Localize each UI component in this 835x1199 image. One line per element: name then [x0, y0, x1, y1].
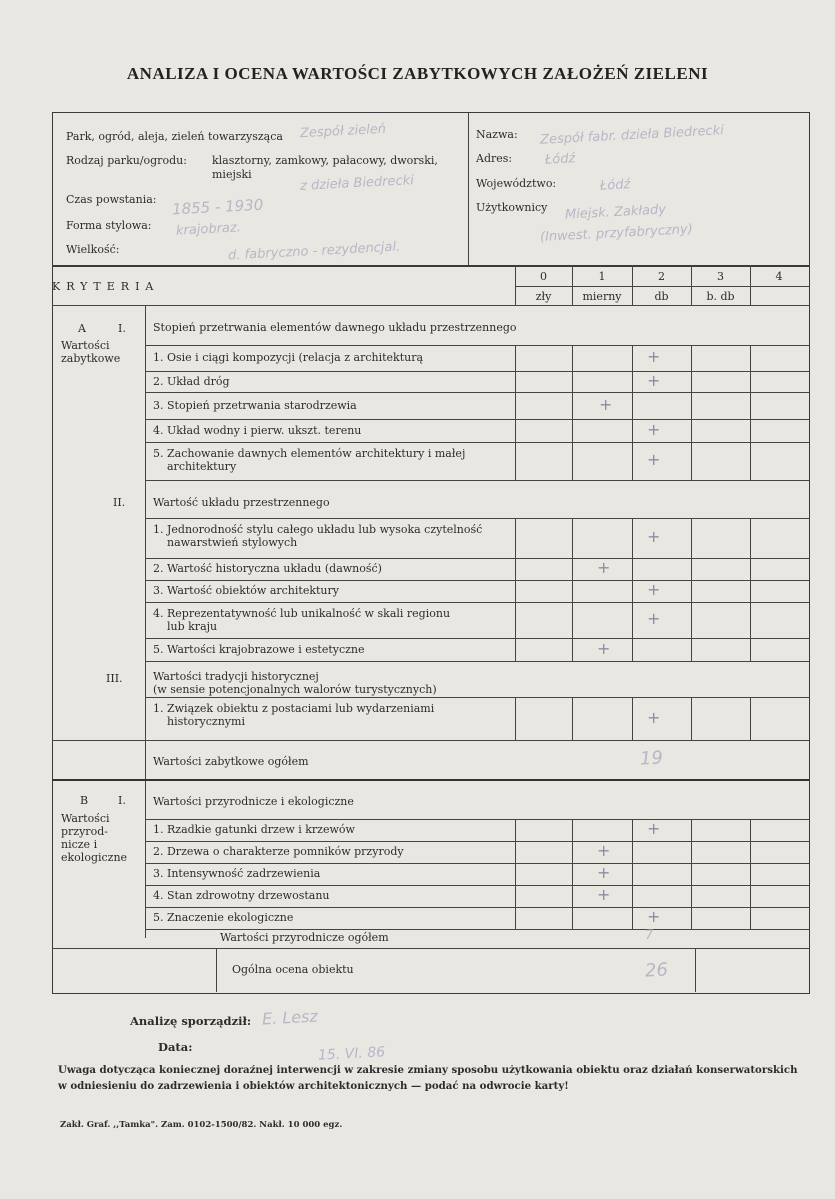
date-value: 15. VI. 86 [317, 1044, 386, 1064]
park-label: Park, ogród, aleja, zieleń towarzysząca [66, 130, 283, 143]
criterion-text-cont: nawarstwień stylowych [167, 536, 298, 549]
hw-rodzaj: z dzieła Biedrecki [299, 173, 415, 194]
hw-uzyt-1: Miejsk. Zakłady [564, 202, 667, 223]
nazwa-label: Nazwa: [476, 128, 518, 141]
score-mark: + [647, 420, 661, 439]
kryteria-label: KRYTERIA [52, 280, 160, 293]
hw-adres: Łódź [544, 151, 576, 168]
score-mark: + [647, 347, 661, 366]
criterion-text-cont: architektury [167, 460, 237, 473]
prepared-value: E. Lesz [261, 1006, 319, 1029]
hw-woj: Łódź [599, 177, 631, 194]
criterion-text: 1. Rzadkie gatunki drzew i krzewów [153, 823, 355, 836]
score-mark: + [597, 863, 611, 882]
score-mark: + [647, 708, 661, 727]
hw-forma: krajobraz. [175, 220, 242, 239]
score-mark: + [597, 558, 611, 577]
criterion-text: 4. Układ wodny i pierw. ukszt. terenu [153, 424, 362, 437]
kryteria-bottom [52, 305, 809, 306]
note-line-2: w odniesieniu do zadrzewienia i obiektów architektonicznych — podać na odwrocie karty! [58, 1080, 569, 1092]
note-line-1: Uwaga dotycząca koniecznej doraźnej interwencji w zakresie zmiany sposobu użytkowania obiektu oraz działań konserwatorskich [58, 1064, 798, 1076]
criterion-text-cont: historycznymi [167, 715, 245, 728]
adres-label: Adres: [476, 152, 513, 165]
score-0-word: zły [535, 290, 552, 303]
section-a-roman-2: II. [113, 496, 126, 509]
criterion-text: 1. Związek obiektu z postaciami lub wydarzeniami [153, 702, 435, 715]
score-mark: + [647, 450, 661, 469]
section-a-roman-3: III. [106, 672, 123, 685]
group3-title-1: Wartości tradycji historycznej [153, 670, 319, 683]
criterion-text: 5. Znaczenie ekologiczne [153, 911, 294, 924]
print-info: Zakł. Graf. ,,Tamka". Zam. 0102-1500/82. Nakł. 10 000 egz. [60, 1120, 343, 1130]
score-mark: + [647, 907, 661, 926]
section-b-total-label: Wartości przyrodnicze ogółem [220, 931, 389, 944]
section-b-title-4: ekologiczne [61, 851, 128, 864]
section-b-title-1: Wartości [61, 812, 110, 825]
score-1-num: 1 [598, 270, 606, 283]
section-a-title-1: Wartości [61, 339, 110, 352]
score-mark: + [597, 841, 611, 860]
hw-park: Zespół zieleń [299, 121, 387, 142]
criterion-text: 3. Wartość obiektów architektury [153, 584, 339, 597]
score-0-num: 0 [540, 270, 547, 283]
section-b-letter: B [80, 794, 89, 807]
hw-wielkosc: d. fabryczno - rezydencjal. [227, 239, 401, 264]
hw-uzyt-2: (Inwest. przyfabryczny) [539, 222, 694, 245]
section-a-title-2: zabytkowe [61, 352, 121, 365]
criterion-text: 5. Wartości krajobrazowe i estetyczne [153, 643, 365, 656]
score-1-word: mierny [582, 290, 622, 303]
criterion-text: 1. Jednorodność stylu całego układu lub wysoka czytelność [153, 523, 483, 536]
score-header-split [515, 286, 809, 287]
wojewodztwo-label: Województwo: [476, 177, 557, 190]
rodzaj-options-1: klasztorny, zamkowy, pałacowy, dworski, [212, 154, 438, 167]
prepared-label: Analizę sporządził: [130, 1014, 252, 1028]
group3-title-2: (w sensie potencjonalnych walorów turystycznych) [153, 683, 437, 696]
czas-label: Czas powstania: [66, 193, 157, 206]
rodzaj-options-2: miejski [212, 168, 252, 181]
score-mark: + [647, 371, 661, 390]
date-label: Data: [158, 1040, 193, 1054]
score-2-word: db [654, 290, 669, 303]
score-mark: + [599, 395, 613, 414]
score-3-num: 3 [717, 270, 724, 283]
score-mark: + [647, 580, 661, 599]
header-divider [468, 113, 469, 266]
section-a-total-label: Wartości zabytkowe ogółem [153, 755, 309, 768]
wielkosc-label: Wielkość: [66, 243, 120, 256]
score-mark: + [597, 885, 611, 904]
section-b-roman: I. [118, 794, 126, 807]
score-2-num: 2 [658, 270, 665, 283]
section-b-total-value: 7 [644, 927, 654, 944]
score-mark: + [647, 527, 661, 546]
section-b-title-2: przyrod- [61, 825, 108, 838]
group2-title: Wartość układu przestrzennego [153, 496, 330, 509]
criterion-text: 1. Osie i ciągi kompozycji (relacja z architekturą [153, 351, 424, 364]
criterion-text-cont: lub kraju [167, 620, 218, 633]
criterion-text: 2. Wartość historyczna układu (dawność) [153, 562, 382, 575]
forma-label: Forma stylowa: [66, 219, 152, 232]
criterion-text: 3. Intensywność zadrzewienia [153, 867, 321, 880]
score-mark: + [647, 609, 661, 628]
section-a-total-value: 19 [639, 747, 664, 770]
section-a-roman-1: I. [118, 322, 126, 335]
overall-label: Ogólna ocena obiektu [232, 963, 354, 976]
page-title: ANALIZA I OCENA WARTOŚCI ZABYTKOWYCH ZAŁOŻEŃ ZIELENI [126, 64, 709, 83]
hw-nazwa: Zespół fabr. dzieła Biedrecki [539, 123, 725, 148]
hw-czas: 1855 - 1930 [171, 195, 264, 219]
rodzaj-label: Rodzaj parku/ogrodu: [66, 154, 187, 167]
section-b-title-3: nicze i [61, 838, 98, 851]
section-b-group-title: Wartości przyrodnicze i ekologiczne [153, 795, 354, 808]
criterion-text: 4. Reprezentatywność lub unikalność w skali regionu [153, 607, 451, 620]
score-4-num: 4 [775, 270, 783, 283]
criterion-text: 5. Zachowanie dawnych elementów architektury i małej [153, 447, 466, 460]
section-a-letter: A [78, 322, 86, 335]
left-column-divider [145, 305, 146, 938]
score-mark: + [647, 819, 661, 838]
uzytkownicy-label: Użytkownicy [476, 201, 548, 214]
criterion-text: 4. Stan zdrowotny drzewostanu [153, 889, 330, 902]
criterion-text: 2. Układ dróg [153, 375, 230, 388]
group1-title: Stopień przetrwania elementów dawnego układu przestrzennego [153, 321, 517, 334]
criterion-text: 3. Stopień przetrwania starodrzewia [153, 399, 357, 412]
score-mark: + [597, 639, 611, 658]
score-3-word: b. db [706, 290, 735, 303]
criterion-text: 2. Drzewa o charakterze pomników przyrody [153, 845, 404, 858]
overall-value: 26 [644, 959, 669, 982]
